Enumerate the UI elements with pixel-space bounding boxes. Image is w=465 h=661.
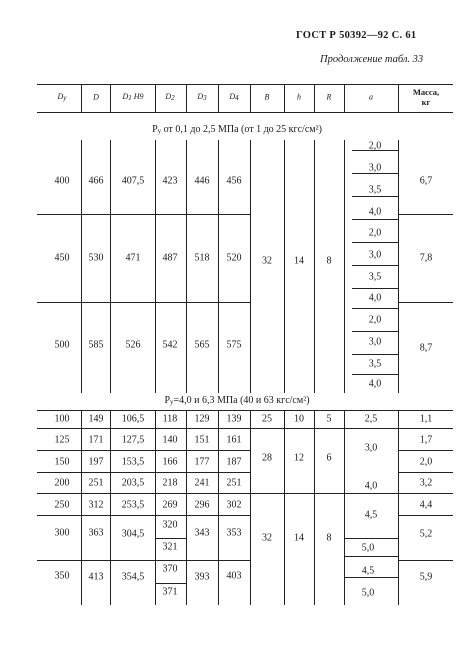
table-cell: 25 [262, 413, 272, 425]
col-divider [81, 84, 82, 112]
section-heading: Py от 0,1 до 2,5 МПа (от 1 до 25 кгс/см²) [152, 124, 322, 135]
col-divider [314, 410, 315, 605]
col-divider [186, 410, 187, 605]
table-cell: 14 [294, 532, 304, 544]
col-divider [284, 84, 285, 112]
table-cell: 140 [162, 434, 178, 446]
table-cell: 312 [88, 499, 104, 511]
table-cell: 7,8 [419, 252, 433, 264]
col-divider [81, 410, 82, 605]
row-rule [37, 560, 250, 561]
table-cell: 28 [262, 452, 272, 464]
row-rule [250, 428, 344, 429]
table-cell: 10 [294, 413, 304, 425]
col-divider [284, 140, 285, 393]
table-cell: 471 [125, 252, 141, 264]
table-cell: 370 [162, 563, 178, 575]
table-cell: 487 [162, 252, 178, 264]
table-cell: 403 [226, 570, 242, 582]
col-divider [155, 84, 156, 112]
col-divider [110, 140, 111, 393]
header-bottom-rule [37, 112, 453, 113]
table-cell: 518 [194, 252, 210, 264]
row-rule [37, 515, 250, 516]
table-cell: 5,0 [361, 587, 375, 599]
col-divider [110, 410, 111, 605]
table-cell: 4,4 [419, 499, 433, 511]
a-rule [352, 288, 398, 289]
table-cell: 585 [88, 339, 104, 351]
a-rule [344, 556, 398, 557]
table-cell: 413 [88, 571, 104, 583]
header-d2: D2 [165, 92, 175, 102]
table-cell: 575 [226, 339, 242, 351]
header-d: D [93, 92, 99, 102]
col-divider [81, 140, 82, 393]
table-cell: 456 [226, 175, 242, 187]
table-cell: 5,0 [361, 542, 375, 554]
header-d4: D4 [229, 92, 239, 102]
table-cell: 5 [326, 413, 332, 425]
a-rule [352, 219, 398, 220]
table-cell: 187 [226, 456, 242, 468]
table-cell: 446 [194, 175, 210, 187]
table-cell: 321 [162, 541, 178, 553]
header-mass-unit: кг [421, 97, 431, 107]
table-cell: 171 [88, 434, 104, 446]
table-cell: 3,0 [368, 336, 382, 348]
table-cell: 269 [162, 499, 178, 511]
table-cell: 565 [194, 339, 210, 351]
table-cell: 8 [326, 532, 332, 544]
header-d1: D1 H9 [122, 92, 144, 102]
table-cell: 2,5 [364, 413, 378, 425]
row-rule [37, 450, 250, 451]
table-cell: 5,2 [419, 528, 433, 540]
table-cell: 8 [326, 255, 332, 267]
table-cell: 241 [194, 477, 210, 489]
row-rule [37, 472, 250, 473]
page-title: ГОСТ Р 50392—92 С. 61 [296, 30, 417, 41]
table-cell: 118 [162, 413, 178, 425]
table-cell: 320 [162, 519, 178, 531]
table-cell: 139 [226, 413, 242, 425]
row-rule [398, 214, 453, 215]
col-divider [344, 140, 345, 393]
header-b: B [264, 92, 270, 102]
table-cell: 393 [194, 571, 210, 583]
a-rule [344, 493, 398, 494]
header-h: h [297, 92, 301, 102]
a-rule [352, 196, 398, 197]
header-top-rule [37, 84, 453, 85]
header-a: a [369, 92, 373, 102]
table-cell: 5,9 [419, 571, 433, 583]
table-cell: 253,5 [121, 499, 145, 511]
row-rule [398, 472, 453, 473]
table-cell: 500 [54, 339, 70, 351]
col-divider [398, 410, 399, 605]
table-cell: 4,5 [364, 509, 378, 521]
col-divider [344, 84, 345, 112]
table-cell: 166 [162, 456, 178, 468]
table-cell: 363 [88, 527, 104, 539]
table-cell: 251 [226, 477, 242, 489]
table-cell: 3,0 [364, 442, 378, 454]
table-cell: 304,5 [121, 528, 145, 540]
table-cell: 3,0 [368, 249, 382, 261]
header-r: R [326, 92, 332, 102]
table-cell: 400 [54, 175, 70, 187]
col-divider [218, 84, 219, 112]
table-cell: 218 [162, 477, 178, 489]
table-cell: 8,7 [419, 342, 433, 354]
table-cell: 32 [262, 255, 272, 267]
table-cell: 343 [194, 527, 210, 539]
table-cell: 542 [162, 339, 178, 351]
col-divider [398, 140, 399, 393]
table-cell: 32 [262, 532, 272, 544]
table-cell: 6,7 [419, 175, 433, 187]
col-divider [155, 410, 156, 605]
table-cell: 354,5 [121, 571, 145, 583]
table-cell: 4,0 [368, 292, 382, 304]
table-cell: 3,2 [419, 477, 433, 489]
table-cell: 151 [194, 434, 210, 446]
table-cell: 300 [54, 527, 70, 539]
table-cell: 3,5 [368, 358, 382, 370]
table-cell: 125 [54, 434, 70, 446]
col-divider [110, 84, 111, 112]
table-cell: 127,5 [121, 434, 145, 446]
table-cell: 251 [88, 477, 104, 489]
table-cell: 129 [194, 413, 210, 425]
table-cell: 203,5 [121, 477, 145, 489]
a-rule [352, 265, 398, 266]
table-cell: 371 [162, 586, 178, 598]
table-cell: 1,7 [419, 434, 433, 446]
col-divider [344, 410, 345, 605]
section-rule [37, 410, 453, 411]
table-cell: 526 [125, 339, 141, 351]
table-cell: 197 [88, 456, 104, 468]
row-rule [398, 428, 453, 429]
table-cell: 3,5 [368, 271, 382, 283]
col-divider [186, 140, 187, 393]
col-divider [186, 84, 187, 112]
row-rule [155, 583, 186, 584]
col-divider [398, 84, 399, 112]
table-cell: 100 [54, 413, 70, 425]
table-cell: 12 [294, 452, 304, 464]
table-cell: 4,0 [368, 378, 382, 390]
table-cell: 2,0 [419, 456, 433, 468]
table-cell: 250 [54, 499, 70, 511]
a-rule [352, 308, 398, 309]
header-dy: Dу [57, 92, 67, 102]
row-rule [37, 302, 250, 303]
col-divider [250, 410, 251, 605]
row-rule [37, 428, 250, 429]
table-cell: 2,0 [368, 314, 382, 326]
table-cell: 2,0 [368, 227, 382, 239]
table-cell: 3,0 [368, 162, 382, 174]
table-cell: 1,1 [419, 413, 433, 425]
table-cell: 3,5 [368, 184, 382, 196]
row-rule [398, 493, 453, 494]
table-cell: 466 [88, 175, 104, 187]
col-divider [218, 410, 219, 605]
col-divider [314, 140, 315, 393]
table-cell: 2,0 [368, 140, 382, 152]
table-cell: 200 [54, 477, 70, 489]
row-rule [37, 493, 250, 494]
table-cell: 106,5 [121, 413, 145, 425]
col-divider [155, 140, 156, 393]
table-cell: 302 [226, 499, 242, 511]
table-cell: 161 [226, 434, 242, 446]
col-divider [314, 84, 315, 112]
table-cell: 6 [326, 452, 332, 464]
row-rule [250, 493, 344, 494]
table-cell: 153,5 [121, 456, 145, 468]
table-cell: 177 [194, 456, 210, 468]
row-rule [398, 560, 453, 561]
a-rule [344, 577, 398, 578]
table-cell: 423 [162, 175, 178, 187]
a-rule [344, 538, 398, 539]
col-divider [218, 140, 219, 393]
a-rule [352, 354, 398, 355]
table-cell: 14 [294, 255, 304, 267]
header-mass: Масса, [412, 87, 440, 97]
table-cell: 407,5 [121, 175, 145, 187]
a-rule [344, 428, 398, 429]
row-rule [398, 450, 453, 451]
table-cell: 296 [194, 499, 210, 511]
col-divider [250, 84, 251, 112]
header-d3: D3 [197, 92, 207, 102]
col-divider [284, 410, 285, 605]
table-continuation-label: Продолжение табл. 33 [320, 54, 424, 65]
section-heading: Py=4,0 и 6,3 МПа (40 и 63 кгс/см²) [164, 395, 310, 406]
table-cell: 350 [54, 570, 70, 582]
row-rule [37, 214, 250, 215]
table-cell: 450 [54, 252, 70, 264]
a-rule [352, 374, 398, 375]
table-cell: 149 [88, 413, 104, 425]
table-cell: 353 [226, 527, 242, 539]
row-rule [155, 538, 186, 539]
col-divider [250, 140, 251, 393]
table-cell: 4,0 [364, 480, 378, 492]
table-cell: 150 [54, 456, 70, 468]
row-rule [398, 515, 453, 516]
a-rule [352, 331, 398, 332]
table-cell: 4,0 [368, 206, 382, 218]
row-rule [398, 302, 453, 303]
table-cell: 4,5 [361, 565, 375, 577]
table-cell: 520 [226, 252, 242, 264]
table-cell: 530 [88, 252, 104, 264]
a-rule [352, 242, 398, 243]
